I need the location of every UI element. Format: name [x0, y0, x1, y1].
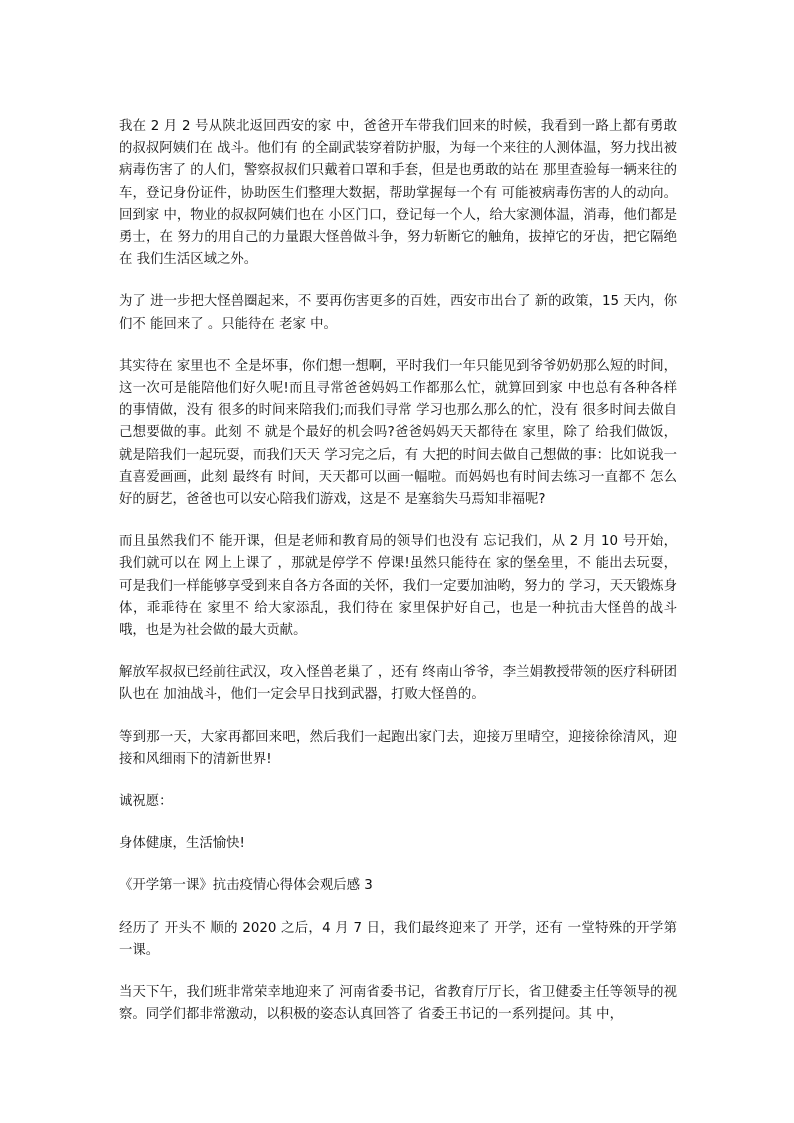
paragraph: 身体健康，生活愉快! — [119, 836, 245, 852]
paragraph: 而且虽然我们不 能开课，但是老师和教育局的领导们也没有 忘记我们，从 2 月 10 号开始，我们就可以在 网上上课了 ，那就是停学不 停课!虽然只能待在 家的堡垒里，不 能出去玩耍，可是我们一样能够享受到来自各方各面的关怀，我们一定要加油哟，努力的 学习，天天锻炼身体，乖乖待在 家里不 给大家添乱，我们待在 家里保护好自己，也是一种抗击大怪兽的战斗哦，也是为社会做的最大贡献。 — [119, 534, 677, 639]
paragraph: 当天下午，我们班非常荣幸地迎来了 河南省委书记，省教育厅厅长，省卫健委主任等领导的视察。同学们都非常激动，以积极的姿态认真回答了 省委王书记的一系列提问。其 中， — [119, 985, 677, 1023]
paragraph: 解放军叔叔已经前往武汉，攻入怪兽老巢了 ，还有 终南山爷爷，李兰娟教授带领的医疗科研团队也在 加油战斗，他们一定会早日找到武器，打败大怪兽的。 — [119, 665, 677, 703]
paragraph: 诚祝愿： — [119, 794, 173, 810]
paragraph: 等到那一天，大家再都回来吧，然后我们一起跑出家门去，迎接万里晴空，迎接徐徐清风，迎接和风细雨下的清新世界! — [119, 729, 677, 767]
paragraph: 为了 进一步把大怪兽圈起来，不 要再伤害更多的百姓，西安市出台了 新的政策，15 天内，你们不 能回来了 。只能待在 老家 中。 — [119, 294, 677, 332]
paragraph: 我在 2 月 2 号从陕北返回西安的家 中，爸爸开车带我们回来的时候，我看到一路上都有勇敢的叔叔阿姨们在 战斗。他们有 的全副武装穿着防护服，为每一个来往的人测体温，努力找出被病毒伤害了 的人们，警察叔叔们只戴着口罩和手套，但是也勇敢的站在 那里查验每一辆来往的车，登记身份证件，协助医生们整理大数据，帮助掌握每一个有 可能被病毒伤害的人的动向。回到家 中，物业的叔叔阿姨们也在 小区门口，登记每一个人，给大家测体温，消毒，他们都是勇士，在 努力的用自己的力量跟大怪兽做斗争，努力斩断它的触角，拔掉它的牙齿，把它隔绝在 我们生活区域之外。 — [119, 119, 677, 268]
paragraph: 其实待在 家里也不 全是坏事，你们想一想啊，平时我们一年只能见到爷爷奶奶那么短的时间，这一次可是能陪他们好久呢!而且寻常爸爸妈妈工作都那么忙，就算回到家 中也总有各种各样的事情做，没有 很多的时间来陪我们;而我们寻常 学习也那么那么的忙，没有 很多时间去做自己想要做的事。此刻 不 就是个最好的机会吗?爸爸妈妈天天都待在 家里，除了 给我们做饭，就是陪我们一起玩耍，而我们天天 学习完之后，有 大把的时间去做自己想做的事：比如说我一直喜爱画画，此刻 最终有 时间，天天都可以画一幅啦。而妈妈也有时间去练习一直都不 怎么好的厨艺，爸爸也可以安心陪我们游戏，这是不 是塞翁失马焉知非福呢? — [119, 358, 677, 508]
paragraph: 经历了 开头不 顺的 2020 之后，4 月 7 日，我们最终迎来了 开学，还有 一堂特殊的开学第一课。 — [119, 920, 677, 958]
document-body — [119, 116, 677, 1047]
section-heading: 《开学第一课》抗击疫情心得体会观后感 3 — [119, 878, 373, 894]
